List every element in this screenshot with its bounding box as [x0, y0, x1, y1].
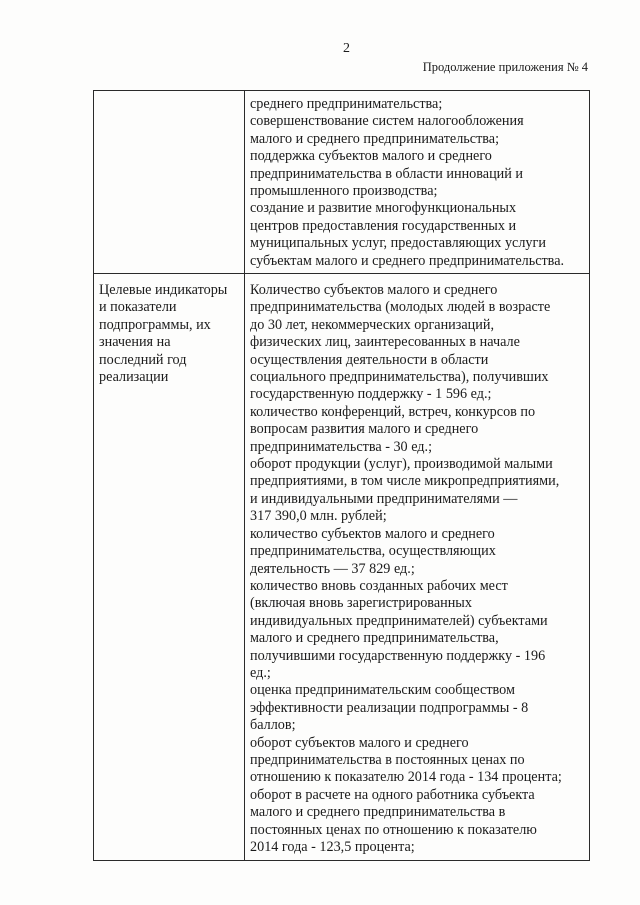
- table-row: [94, 274, 590, 861]
- table-row: [94, 91, 590, 274]
- content-line: государственную поддержку - 1 596 ед.;: [250, 386, 492, 403]
- content-line: количество конференций, встреч, конкурсов по: [250, 403, 536, 420]
- content-line: баллов;: [250, 717, 296, 734]
- content-line: деятельность — 37 829 ед.;: [250, 560, 415, 577]
- content-line: социального предпринимательства), получивших: [250, 369, 549, 386]
- label-line: и показатели: [99, 299, 177, 316]
- row-content-cell: [245, 91, 590, 274]
- content-line: осуществления деятельности в области: [250, 351, 489, 368]
- row-content-cell: [245, 274, 590, 861]
- content-line: получившими государственную поддержку - 196: [250, 647, 546, 664]
- content-line: предпринимательства (молодых людей в возрасте: [250, 299, 551, 316]
- content-line: (включая вновь зарегистрированных: [250, 595, 472, 612]
- content-line: и индивидуальными предпринимателями —: [250, 490, 518, 507]
- program-table: [93, 90, 590, 861]
- content-line: совершенствование систем налогообложения: [250, 113, 524, 130]
- content-line: 2014 года - 123,5 процента;: [250, 839, 415, 855]
- content-line: поддержка субъектов малого и среднего: [250, 148, 492, 165]
- content-line: индивидуальных предпринимателей) субъектами: [250, 612, 548, 629]
- content-line: вопросам развития малого и среднего: [250, 421, 479, 438]
- page-number: 2: [343, 41, 350, 56]
- content-line: промышленного производства;: [250, 183, 438, 200]
- content-line: предпринимательства в области инноваций и: [250, 165, 524, 182]
- content-line: количество субъектов малого и среднего: [250, 525, 495, 542]
- content-line: предпринимательства - 30 ед.;: [250, 438, 433, 455]
- content-line: отношению к показателю 2014 года - 134 процента;: [250, 769, 562, 786]
- content-line: количество вновь созданных рабочих мест: [250, 577, 508, 594]
- content-line: эффективности реализации подпрограммы - 8: [250, 699, 529, 716]
- content-line: малого и среднего предпринимательства,: [250, 630, 499, 647]
- content-line: среднего предпринимательства;: [250, 96, 443, 112]
- content-line: субъектам малого и среднего предпринимательства.: [250, 252, 565, 269]
- content-line: предпринимательства, осуществляющих: [250, 543, 496, 560]
- content-line: предпринимательства в постоянных ценах по: [250, 751, 525, 768]
- content-line: оценка предпринимательским сообществом: [250, 682, 515, 699]
- appendix-continuation-note: Продолжение приложения № 4: [422, 60, 588, 74]
- row-label-cell: [94, 274, 245, 861]
- content-line: 317 390,0 млн. рублей;: [250, 508, 387, 525]
- content-line: малого и среднего предпринимательства;: [250, 130, 500, 147]
- content-line: центров предоставления государственных и: [250, 217, 517, 234]
- content-line: постоянных ценах по отношению к показателю: [250, 821, 537, 838]
- label-line: Целевые индикаторы: [99, 282, 228, 298]
- content-line: малого и среднего предпринимательства в: [250, 804, 506, 821]
- label-line: реализации: [99, 369, 169, 386]
- label-line: значения на: [99, 334, 171, 351]
- row-label-cell: [94, 91, 245, 274]
- content-line: оборот продукции (услуг), производимой малыми: [250, 456, 553, 473]
- content-line: предприятиями, в том числе микропредприятиями,: [250, 473, 560, 490]
- label-line: последний год: [99, 351, 187, 368]
- content-line: оборот субъектов малого и среднего: [250, 734, 469, 751]
- content-line: до 30 лет, некоммерческих организаций,: [250, 316, 494, 333]
- content-line: ед.;: [250, 664, 271, 681]
- content-line: создание и развитие многофункциональных: [250, 200, 517, 217]
- content-line: муниципальных услуг, предоставляющих услуги: [250, 235, 546, 252]
- content-line: оборот в расчете на одного работника субъекта: [250, 786, 535, 803]
- content-line: Количество субъектов малого и среднего: [250, 282, 498, 298]
- content-line: физических лиц, заинтересованных в начале: [250, 334, 520, 351]
- label-line: подпрограммы, их: [99, 316, 211, 333]
